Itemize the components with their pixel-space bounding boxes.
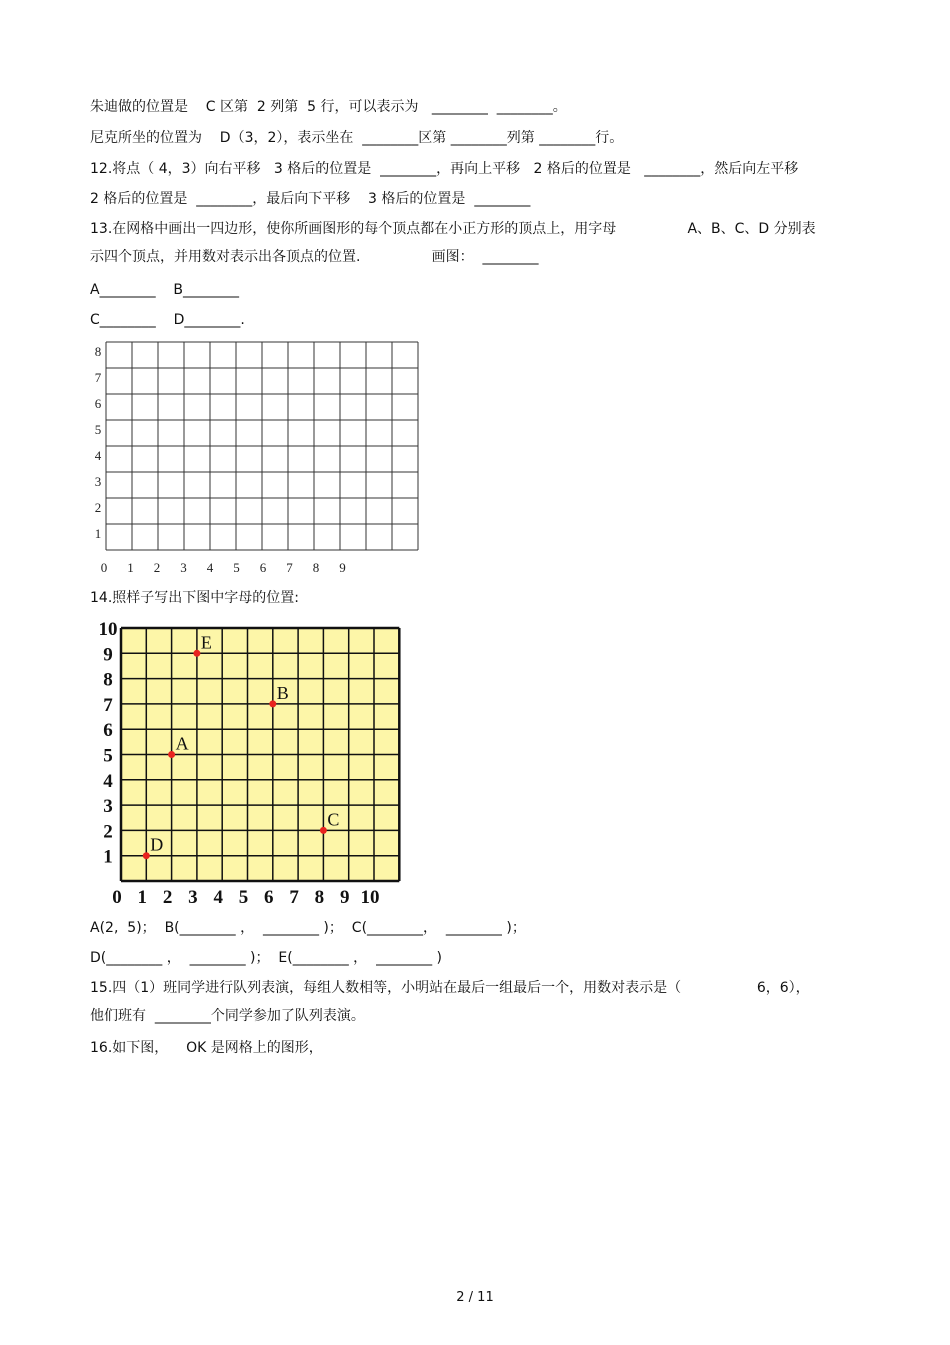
y-tick-label: 9 — [103, 644, 113, 666]
point-b-label: B — [276, 682, 289, 703]
question-13-line-2: 示四个顶点，并用数对表示出各顶点的位置. 画图： ________ — [90, 249, 539, 265]
y-tick-label: 1 — [103, 846, 113, 868]
point-c-marker — [320, 827, 327, 834]
y-tick-label: 7 — [94, 370, 102, 385]
x-tick-label: 7 — [289, 887, 299, 908]
y-tick-label: 1 — [94, 526, 102, 541]
y-tick-label: 6 — [103, 720, 113, 742]
question-15-line-2: 他们班有 ________个同学参加了队列表演。 — [90, 1008, 365, 1024]
page-number: 2 / 11 — [456, 1290, 494, 1305]
question-13-line-1: 13.在网格中画出一四边形，使你所画图形的每个顶点都在小正方形的顶点上，用字母 A、B、C、D 分别表 — [90, 221, 816, 237]
x-tick-label: 1 — [137, 887, 148, 908]
question-12-line-1: 12.将点（ 4，3）向右平移 3 格后的位置是 ________，再向上平移 2 格后的位置是 ________，然后向左平移 — [90, 161, 799, 177]
point-e-label: E — [200, 632, 212, 653]
x-tick-label: 6 — [264, 887, 274, 908]
y-tick-label: 2 — [103, 821, 113, 843]
question-14-title: 14.照样子写出下图中字母的位置: — [90, 590, 299, 606]
x-tick-label: 0 — [112, 887, 122, 908]
y-tick-label: 2 — [94, 500, 102, 515]
y-tick-label: 3 — [103, 796, 113, 818]
line-1: 朱迪做的位置是 C 区第 2 列第 5 行，可以表示为 ________ ________。 — [90, 99, 567, 115]
x-tick-label: 5 — [238, 887, 249, 908]
x-tick-label: 6 — [259, 560, 267, 575]
answer-cd: C________ D________. — [90, 312, 245, 328]
y-tick-label: 8 — [94, 344, 102, 359]
x-tick-label: 4 — [213, 887, 223, 908]
y-tick-label: 5 — [94, 422, 102, 437]
x-tick-label: 8 — [312, 560, 320, 575]
y-tick-label: 4 — [103, 770, 113, 792]
x-tick-label: 5 — [233, 560, 240, 575]
point-d-marker — [143, 852, 150, 859]
empty-coordinate-grid — [86, 336, 426, 581]
answer-line-de: D(________ ， ________ )； E(________ ， ________ ) — [90, 950, 442, 966]
y-tick-label: 3 — [94, 474, 102, 489]
y-tick-label: 6 — [94, 396, 102, 411]
answer-line-ab-c: A(2, 5)； B(________ ， ________ )； C(________， ________ )； — [90, 920, 526, 936]
question-12-line-2: 2 格后的位置是 ________，最后向下平移 3 格后的位置是 ________ — [90, 191, 531, 207]
x-tick-label: 3 — [188, 887, 198, 908]
point-a-marker — [168, 751, 175, 758]
x-tick-label: 2 — [153, 560, 161, 575]
x-tick-label: 2 — [162, 887, 173, 908]
point-b-marker — [269, 700, 276, 707]
x-tick-label: 8 — [314, 887, 325, 908]
y-tick-label: 8 — [103, 669, 113, 691]
x-tick-label: 10 — [360, 887, 380, 908]
x-tick-label: 9 — [339, 560, 346, 575]
question-16: 16.如下图， OK 是网格上的图形， — [90, 1040, 323, 1056]
point-c-label: C — [327, 809, 340, 830]
point-a-label: A — [175, 733, 189, 754]
point-d-label: D — [150, 834, 164, 855]
y-tick-label: 7 — [103, 694, 113, 716]
point-e-marker — [193, 650, 200, 657]
x-tick-label: 1 — [127, 560, 134, 575]
x-tick-label: 4 — [206, 560, 214, 575]
y-tick-label: 10 — [98, 619, 118, 640]
x-tick-label: 0 — [100, 560, 108, 575]
x-tick-label: 9 — [339, 887, 350, 908]
x-tick-label: 3 — [180, 560, 187, 575]
y-tick-label: 5 — [103, 745, 113, 767]
x-tick-label: 7 — [286, 560, 293, 575]
y-tick-label: 4 — [94, 448, 102, 463]
answer-ab: A________ B________ — [90, 282, 239, 298]
question-15-line-1: 15.四（1）班同学进行队列表演，每组人数相等，小明站在最后一组最后一个，用数对表示是（ 6，6）， — [90, 980, 810, 996]
line-2: 尼克所坐的位置为 D（3，2），表示坐在 ________区第 ________列第 ________行。 — [90, 130, 624, 146]
letter-position-grid — [86, 616, 406, 911]
